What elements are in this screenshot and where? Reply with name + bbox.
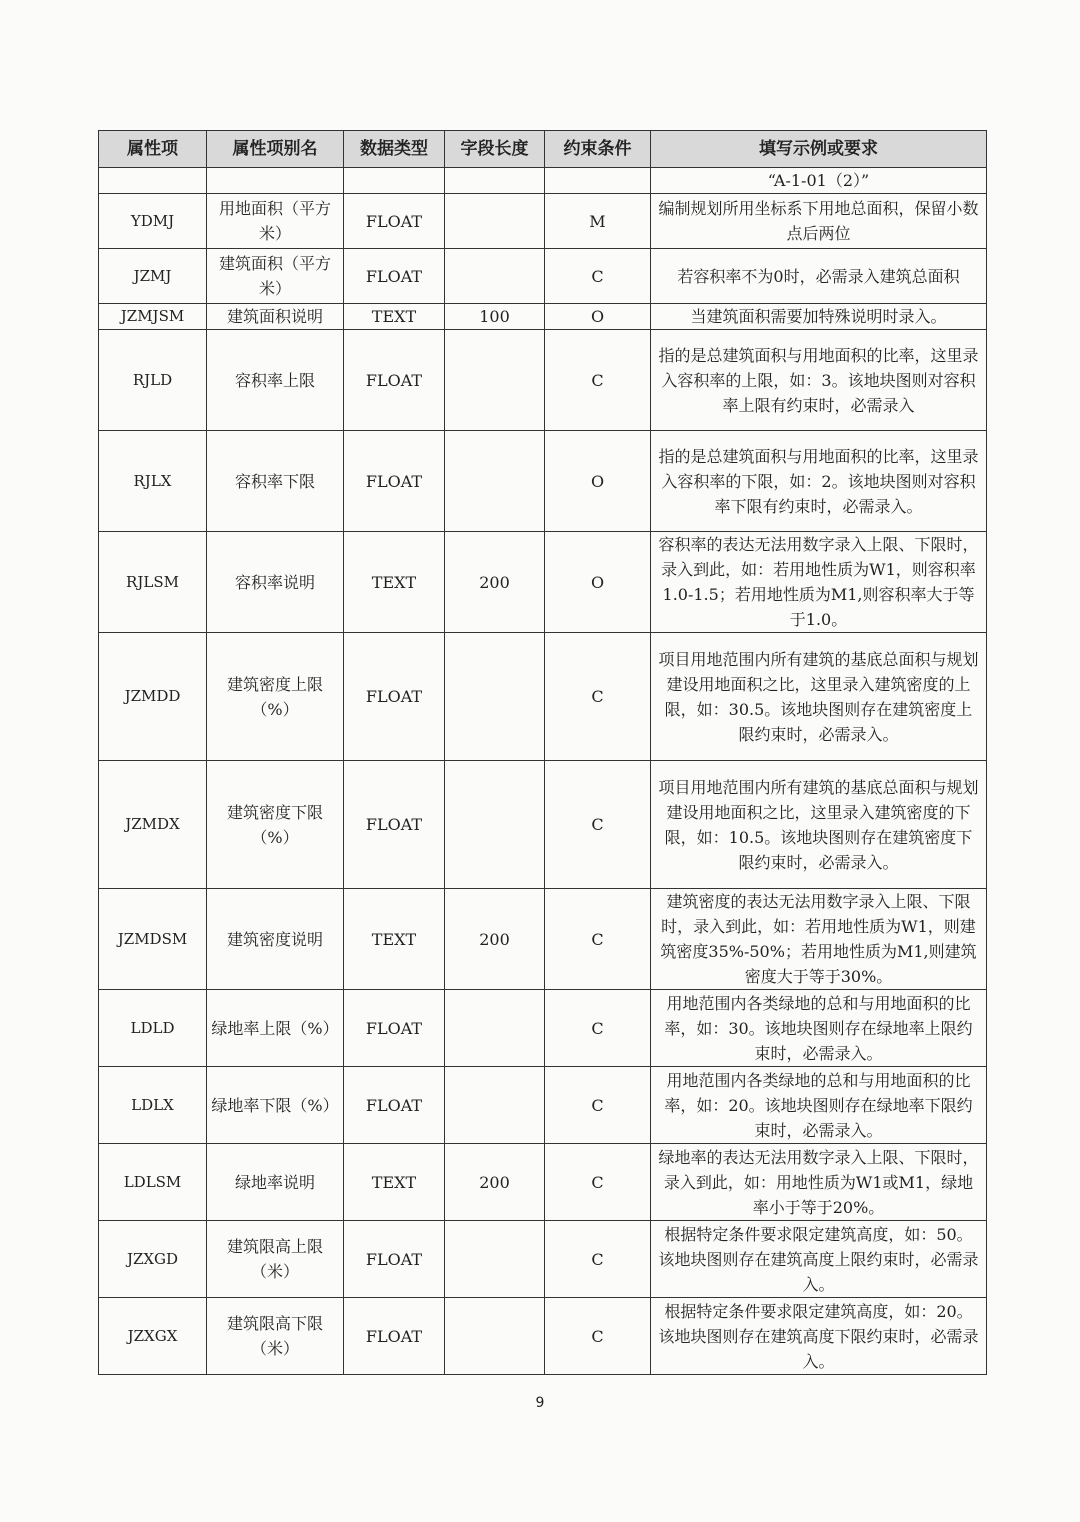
constraint-cell: C (545, 633, 651, 761)
example-cell: 指的是总建筑面积与用地面积的比率，这里录入容积率的下限，如：2。该地块图则对容积率下限有约束时，必需录入。 (651, 431, 987, 532)
attribute-code-cell: LDLX (99, 1067, 207, 1144)
attribute-code-cell: LDLSM (99, 1144, 207, 1221)
table-row (99, 194, 987, 249)
table-row (99, 1067, 987, 1144)
attribute-code-cell: JZXGX (99, 1298, 207, 1375)
field-length-cell: 200 (445, 889, 545, 990)
table-row (99, 304, 987, 330)
alias-cell: 建筑密度下限（%） (207, 761, 344, 889)
constraint-cell: O (545, 304, 651, 330)
data-type-cell: TEXT (344, 889, 445, 990)
alias-cell: 容积率上限 (207, 330, 344, 431)
alias-cell: 建筑面积说明 (207, 304, 344, 330)
data-type-cell: TEXT (344, 304, 445, 330)
table-row (99, 431, 987, 532)
attribute-code-cell (99, 168, 207, 194)
attribute-table (98, 130, 987, 1375)
data-type-cell: FLOAT (344, 990, 445, 1067)
alias-cell: 建筑限高上限（米） (207, 1221, 344, 1298)
data-type-cell: FLOAT (344, 194, 445, 249)
field-length-cell (445, 431, 545, 532)
data-type-cell: FLOAT (344, 633, 445, 761)
header-field-length: 字段长度 (445, 131, 545, 168)
table-row (99, 990, 987, 1067)
table-row (99, 761, 987, 889)
example-cell: 编制规划所用坐标系下用地总面积，保留小数点后两位 (651, 194, 987, 249)
table-row (99, 330, 987, 431)
alias-cell: 容积率下限 (207, 431, 344, 532)
alias-cell: 容积率说明 (207, 532, 344, 633)
data-type-cell: FLOAT (344, 431, 445, 532)
example-cell: 指的是总建筑面积与用地面积的比率，这里录入容积率的上限，如：3。该地块图则对容积率上限有约束时，必需录入 (651, 330, 987, 431)
attribute-code-cell: RJLD (99, 330, 207, 431)
alias-cell (207, 168, 344, 194)
data-type-cell: FLOAT (344, 1298, 445, 1375)
data-type-cell: TEXT (344, 532, 445, 633)
constraint-cell: M (545, 194, 651, 249)
field-length-cell (445, 990, 545, 1067)
constraint-cell: C (545, 761, 651, 889)
constraint-cell: O (545, 431, 651, 532)
table-row (99, 1144, 987, 1221)
field-length-cell (445, 249, 545, 304)
constraint-cell: C (545, 330, 651, 431)
alias-cell: 建筑密度上限（%） (207, 633, 344, 761)
field-length-cell (445, 168, 545, 194)
alias-cell: 建筑密度说明 (207, 889, 344, 990)
field-length-cell (445, 330, 545, 431)
attribute-code-cell: JZMDD (99, 633, 207, 761)
field-length-cell (445, 1221, 545, 1298)
table-row (99, 532, 987, 633)
page-number: 9 (535, 1395, 545, 1411)
data-type-cell (344, 168, 445, 194)
attribute-code-cell: JZMJSM (99, 304, 207, 330)
example-cell: 项目用地范围内所有建筑的基底总面积与规划建设用地面积之比，这里录入建筑密度的下限，如：10.5。该地块图则存在建筑密度下限约束时，必需录入。 (651, 761, 987, 889)
table-header-row (99, 131, 987, 168)
attribute-code-cell: LDLD (99, 990, 207, 1067)
example-cell: 项目用地范围内所有建筑的基底总面积与规划建设用地面积之比，这里录入建筑密度的上限，如：30.5。该地块图则存在建筑密度上限约束时，必需录入。 (651, 633, 987, 761)
field-length-cell: 200 (445, 1144, 545, 1221)
attribute-code-cell: RJLX (99, 431, 207, 532)
field-length-cell (445, 761, 545, 889)
alias-cell: 用地面积（平方米） (207, 194, 344, 249)
example-cell: 建筑密度的表达无法用数字录入上限、下限时，录入到此，如：若用地性质为W1，则建筑密度35%-50%；若用地性质为M1,则建筑密度大于等于30%。 (651, 889, 987, 990)
attribute-code-cell: JZMDSM (99, 889, 207, 990)
attribute-code-cell: JZMDX (99, 761, 207, 889)
alias-cell: 建筑面积（平方米） (207, 249, 344, 304)
data-type-cell: FLOAT (344, 249, 445, 304)
data-type-cell: FLOAT (344, 761, 445, 889)
example-cell: 若容积率不为0时，必需录入建筑总面积 (651, 249, 987, 304)
constraint-cell: C (545, 1067, 651, 1144)
field-length-cell: 100 (445, 304, 545, 330)
alias-cell: 绿地率上限（%） (207, 990, 344, 1067)
table-body (99, 168, 987, 1375)
data-type-cell: TEXT (344, 1144, 445, 1221)
table-row (99, 168, 987, 194)
example-cell: 绿地率的表达无法用数字录入上限、下限时，录入到此，如：用地性质为W1或M1，绿地率小于等于20%。 (651, 1144, 987, 1221)
header-attribute: 属性项 (99, 131, 207, 168)
attribute-code-cell: JZXGD (99, 1221, 207, 1298)
example-cell: 用地范围内各类绿地的总和与用地面积的比率，如：20。该地块图则存在绿地率下限约束时，必需录入。 (651, 1067, 987, 1144)
constraint-cell: O (545, 532, 651, 633)
example-cell: 当建筑面积需要加特殊说明时录入。 (651, 304, 987, 330)
table-row (99, 1221, 987, 1298)
constraint-cell: C (545, 1221, 651, 1298)
example-cell: 根据特定条件要求限定建筑高度，如：50。该地块图则存在建筑高度上限约束时，必需录入。 (651, 1221, 987, 1298)
field-length-cell (445, 194, 545, 249)
attribute-code-cell: JZMJ (99, 249, 207, 304)
attribute-code-cell: YDMJ (99, 194, 207, 249)
table-row (99, 249, 987, 304)
constraint-cell: C (545, 889, 651, 990)
alias-cell: 绿地率下限（%） (207, 1067, 344, 1144)
constraint-cell: C (545, 249, 651, 304)
header-constraint: 约束条件 (545, 131, 651, 168)
attribute-code-cell: RJLSM (99, 532, 207, 633)
constraint-cell (545, 168, 651, 194)
data-type-cell: FLOAT (344, 1067, 445, 1144)
table-row (99, 633, 987, 761)
header-example: 填写示例或要求 (651, 131, 987, 168)
table-row (99, 1298, 987, 1375)
table-row (99, 889, 987, 990)
constraint-cell: C (545, 1144, 651, 1221)
constraint-cell: C (545, 1298, 651, 1375)
alias-cell: 绿地率说明 (207, 1144, 344, 1221)
data-type-cell: FLOAT (344, 330, 445, 431)
header-data-type: 数据类型 (344, 131, 445, 168)
example-cell: 用地范围内各类绿地的总和与用地面积的比率，如：30。该地块图则存在绿地率上限约束时，必需录入。 (651, 990, 987, 1067)
field-length-cell (445, 633, 545, 761)
alias-cell: 建筑限高下限（米） (207, 1298, 344, 1375)
field-length-cell (445, 1067, 545, 1144)
example-cell: “A-1-01（2）” (651, 168, 987, 194)
example-cell: 根据特定条件要求限定建筑高度，如：20。该地块图则存在建筑高度下限约束时，必需录入。 (651, 1298, 987, 1375)
example-cell: 容积率的表达无法用数字录入上限、下限时，录入到此，如：若用地性质为W1，则容积率1.0-1.5；若用地性质为M1,则容积率大于等于1.0。 (651, 532, 987, 633)
field-length-cell: 200 (445, 532, 545, 633)
header-alias: 属性项别名 (207, 131, 344, 168)
data-type-cell: FLOAT (344, 1221, 445, 1298)
field-length-cell (445, 1298, 545, 1375)
constraint-cell: C (545, 990, 651, 1067)
